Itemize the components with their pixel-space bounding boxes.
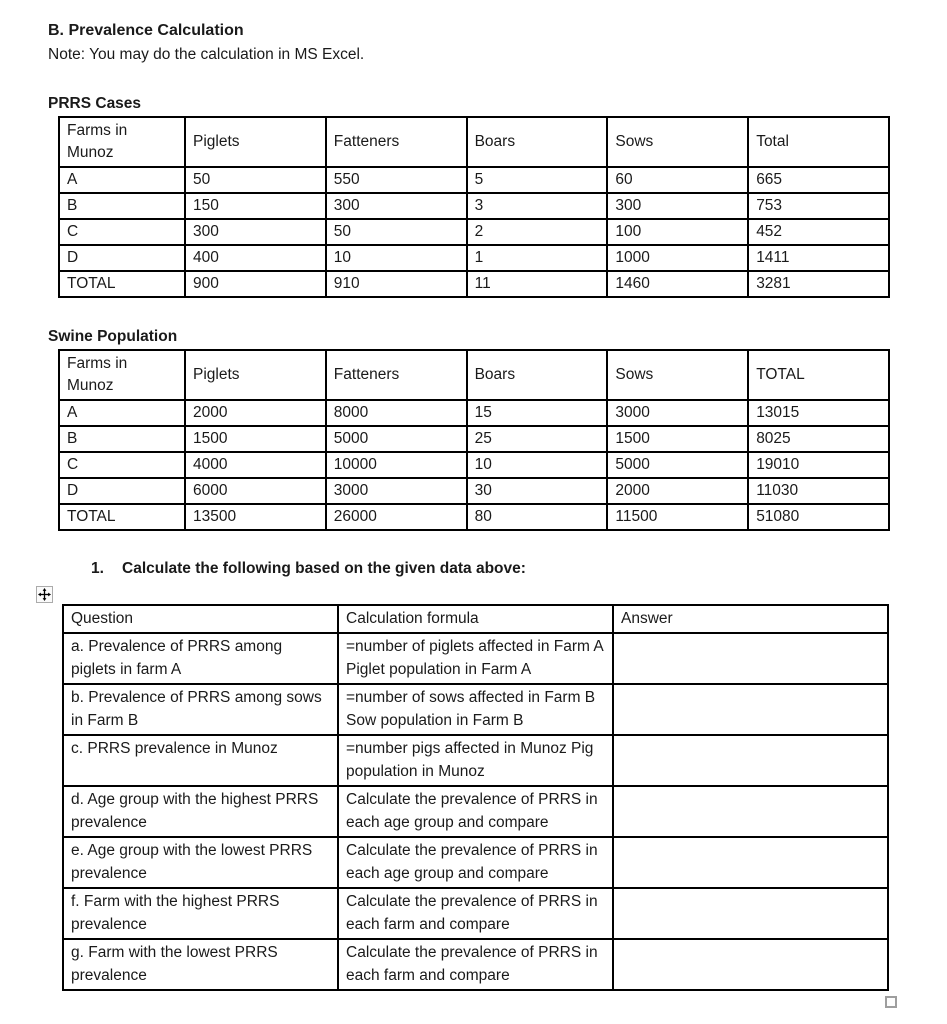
- table-cell: b. Prevalence of PRRS among sows in Farm B: [63, 684, 338, 735]
- answer-cell[interactable]: [613, 735, 888, 786]
- table-cell: 10: [467, 452, 608, 478]
- table-cell: 11030: [748, 478, 889, 504]
- table-cell: C: [59, 452, 185, 478]
- table-cell: 2000: [607, 478, 748, 504]
- table-cell: 1500: [185, 426, 326, 452]
- table-row: [59, 504, 889, 530]
- table-cell: 150: [185, 193, 326, 219]
- table-cell: 100: [607, 219, 748, 245]
- table-cell: 50: [326, 219, 467, 245]
- table-cell: Calculate the prevalence of PRRS in each farm and compare: [338, 888, 613, 939]
- table-cell: 8000: [326, 400, 467, 426]
- table-row: [63, 786, 888, 837]
- table-cell: 50: [185, 167, 326, 193]
- table-cell: 300: [607, 193, 748, 219]
- table-row: [59, 219, 889, 245]
- table-row: [63, 684, 888, 735]
- table-cell: g. Farm with the lowest PRRS prevalence: [63, 939, 338, 990]
- column-header: TOTAL: [748, 350, 889, 400]
- table-cell: 400: [185, 245, 326, 271]
- table-cell: Calculate the prevalence of PRRS in each farm and compare: [338, 939, 613, 990]
- table-cell: 300: [326, 193, 467, 219]
- table-cell: 1460: [607, 271, 748, 297]
- table-cell: A: [59, 400, 185, 426]
- table-cell: 10000: [326, 452, 467, 478]
- table-cell: 15: [467, 400, 608, 426]
- column-header: Calculation formula: [338, 605, 613, 633]
- column-header: Farms in Munoz: [59, 350, 185, 400]
- table-cell: 910: [326, 271, 467, 297]
- swine-population-title: Swine Population: [48, 328, 178, 345]
- task-number: 1.: [91, 560, 104, 577]
- table-cell: 2000: [185, 400, 326, 426]
- table-cell: d. Age group with the highest PRRS prevalence: [63, 786, 338, 837]
- column-header: Farms in Munoz: [59, 117, 185, 167]
- table-row: [63, 888, 888, 939]
- table-cell: 1411: [748, 245, 889, 271]
- table-cell: 5000: [607, 452, 748, 478]
- table-cell: 80: [467, 504, 608, 530]
- table-cell: 8025: [748, 426, 889, 452]
- table-cell: 11500: [607, 504, 748, 530]
- table-cell: 3000: [607, 400, 748, 426]
- table-cell: 60: [607, 167, 748, 193]
- table-cell: 13015: [748, 400, 889, 426]
- column-header: Sows: [607, 117, 748, 167]
- table-row: [63, 735, 888, 786]
- column-header: Piglets: [185, 350, 326, 400]
- table-cell: 1500: [607, 426, 748, 452]
- table-move-handle[interactable]: [36, 586, 53, 603]
- table-cell: 2: [467, 219, 608, 245]
- table-cell: 452: [748, 219, 889, 245]
- answer-cell[interactable]: [613, 939, 888, 990]
- table-cell: =number of sows affected in Farm B Sow population in Farm B: [338, 684, 613, 735]
- table-cell: =number of piglets affected in Farm A Piglet population in Farm A: [338, 633, 613, 684]
- table-resize-handle[interactable]: [885, 996, 897, 1008]
- table-cell: Calculate the prevalence of PRRS in each age group and compare: [338, 837, 613, 888]
- table-cell: f. Farm with the highest PRRS prevalence: [63, 888, 338, 939]
- table-cell: 26000: [326, 504, 467, 530]
- table-cell: 51080: [748, 504, 889, 530]
- table-cell: 753: [748, 193, 889, 219]
- table-cell: 300: [185, 219, 326, 245]
- table-cell: c. PRRS prevalence in Munoz: [63, 735, 338, 786]
- table-cell: 6000: [185, 478, 326, 504]
- table-cell: A: [59, 167, 185, 193]
- table-cell: 1: [467, 245, 608, 271]
- table-cell: 3281: [748, 271, 889, 297]
- section-title: B. Prevalence Calculation: [48, 22, 244, 39]
- answer-cell[interactable]: [613, 837, 888, 888]
- table-row: [59, 426, 889, 452]
- table-cell: 4000: [185, 452, 326, 478]
- table-row: [59, 478, 889, 504]
- table-cell: 1000: [607, 245, 748, 271]
- table-cell: TOTAL: [59, 271, 185, 297]
- table-cell: B: [59, 193, 185, 219]
- table-cell: 11: [467, 271, 608, 297]
- table-cell: e. Age group with the lowest PRRS prevalence: [63, 837, 338, 888]
- table-row: [63, 633, 888, 684]
- column-header: Total: [748, 117, 889, 167]
- table-cell: D: [59, 478, 185, 504]
- table-cell: D: [59, 245, 185, 271]
- table-cell: C: [59, 219, 185, 245]
- swine-population-table: [58, 349, 890, 531]
- prrs-cases-table: [58, 116, 890, 298]
- task-instruction: Calculate the following based on the given data above:: [122, 560, 526, 577]
- table-cell: 10: [326, 245, 467, 271]
- task-item: [91, 559, 947, 579]
- column-header: Boars: [467, 117, 608, 167]
- answer-cell[interactable]: [613, 633, 888, 684]
- table-cell: a. Prevalence of PRRS among piglets in farm A: [63, 633, 338, 684]
- questions-table: [62, 604, 889, 991]
- column-header: Fatteners: [326, 350, 467, 400]
- move-cross-icon: [38, 588, 51, 601]
- header-row: [59, 350, 889, 400]
- table-cell: 5: [467, 167, 608, 193]
- header-row: [59, 117, 889, 167]
- answer-cell[interactable]: [613, 684, 888, 735]
- table-row: [59, 452, 889, 478]
- answer-cell[interactable]: [613, 888, 888, 939]
- table-cell: 19010: [748, 452, 889, 478]
- column-header: Piglets: [185, 117, 326, 167]
- table-row: [59, 271, 889, 297]
- table-cell: 550: [326, 167, 467, 193]
- table-cell: 900: [185, 271, 326, 297]
- table-cell: 665: [748, 167, 889, 193]
- table-cell: 13500: [185, 504, 326, 530]
- column-header: Answer: [613, 605, 888, 633]
- column-header: Boars: [467, 350, 608, 400]
- table-row: [59, 245, 889, 271]
- answer-cell[interactable]: [613, 786, 888, 837]
- table-row: [63, 939, 888, 990]
- table-cell: 3: [467, 193, 608, 219]
- table-row: [59, 193, 889, 219]
- column-header: Sows: [607, 350, 748, 400]
- table-cell: =number pigs affected in Munoz Pig population in Munoz: [338, 735, 613, 786]
- table-row: [59, 167, 889, 193]
- table-cell: Calculate the prevalence of PRRS in each age group and compare: [338, 786, 613, 837]
- table-cell: B: [59, 426, 185, 452]
- table-cell: 30: [467, 478, 608, 504]
- column-header: Question: [63, 605, 338, 633]
- table-row: [59, 400, 889, 426]
- header-row: [63, 605, 888, 633]
- table-cell: 3000: [326, 478, 467, 504]
- questions-table-wrapper: [62, 604, 889, 991]
- column-header: Fatteners: [326, 117, 467, 167]
- table-cell: 25: [467, 426, 608, 452]
- prrs-cases-title: PRRS Cases: [48, 95, 142, 112]
- table-row: [63, 837, 888, 888]
- table-cell: 5000: [326, 426, 467, 452]
- section-note: Note: You may do the calculation in MS Excel.: [48, 46, 365, 63]
- table-cell: TOTAL: [59, 504, 185, 530]
